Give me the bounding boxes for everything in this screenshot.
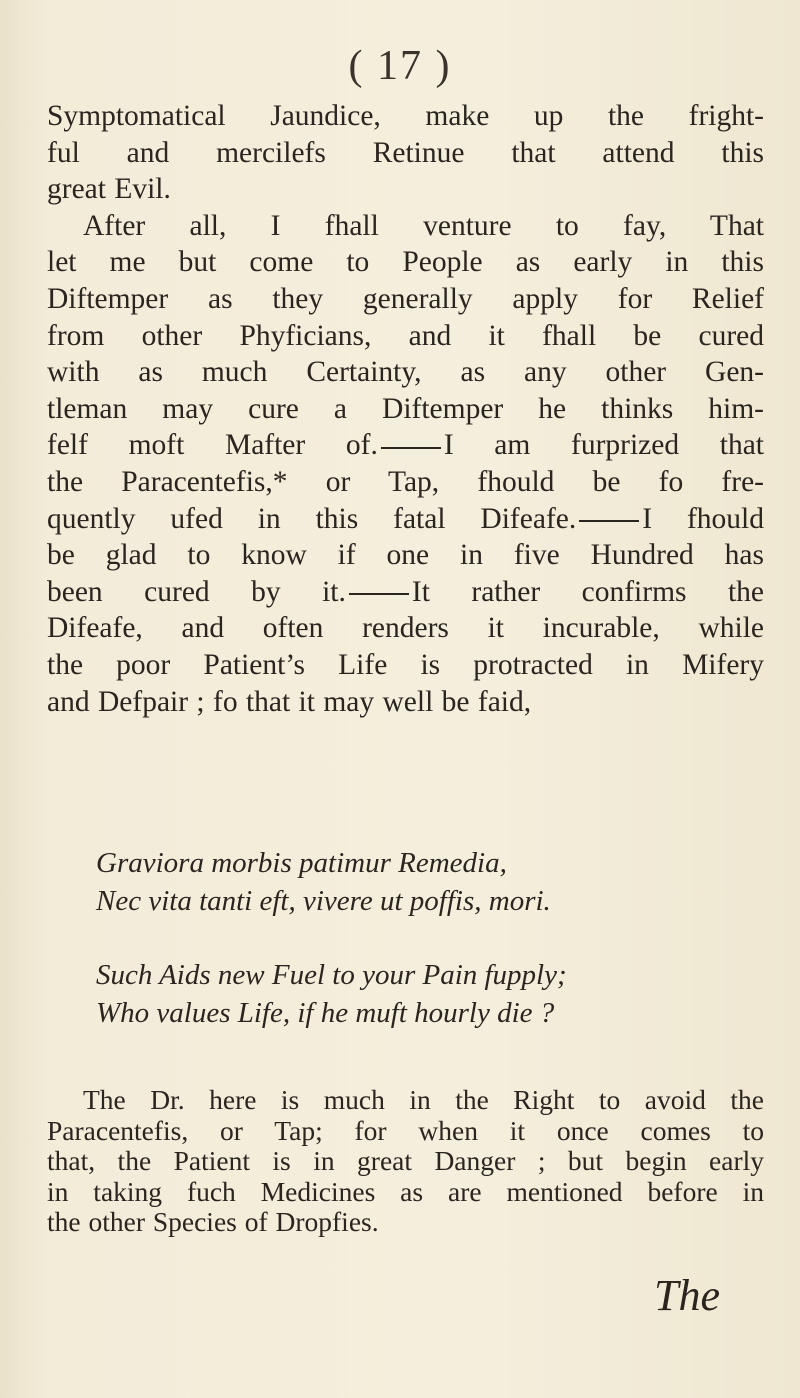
text-line: be glad to know if one in five Hundred has <box>47 539 764 572</box>
verse-line: Such Aids new Fuel to your Pain fupply; <box>96 959 567 991</box>
em-dash <box>349 593 409 595</box>
text-line: and Defpair ; fo that it may well be faid, <box>47 685 532 718</box>
text-line: from other Phyficians, and it fhall be cured <box>47 319 764 352</box>
text-line: Paracentefis, or Tap; for when it once comes to <box>47 1114 764 1146</box>
em-dash <box>579 520 639 522</box>
text-line: tleman may cure a Diftemper he thinks him- <box>47 392 764 425</box>
page-number: ( 17 ) <box>348 43 452 89</box>
text-line: in taking fuch Medicines as are mentioned before in <box>47 1175 764 1207</box>
verse-line: Graviora morbis patimur Remedia, <box>96 847 507 879</box>
verse-line: Who values Life, if he muft hourly die ? <box>96 997 555 1029</box>
text-line: ful and mercilefs Retinue that attend this <box>47 136 764 169</box>
text-line: the poor Patient’s Life is protracted in Mifery <box>47 648 764 681</box>
text-line: After all, I fhall venture to fay, That <box>83 209 764 242</box>
em-dash <box>381 447 441 449</box>
text-segment: I fhould <box>642 502 764 535</box>
text-segment: quently ufed in this fatal Difeafe. <box>47 502 577 535</box>
text-segment: been cured by it. <box>47 575 346 608</box>
main-paragraph <box>47 98 764 720</box>
text-line: with as much Certainty, as any other Gen- <box>47 356 764 389</box>
text-line: the other Species of Dropfies. <box>47 1206 379 1237</box>
text-line: let me but come to People as early in this <box>47 246 764 279</box>
text-line <box>47 574 764 611</box>
text-line <box>47 501 764 538</box>
text-segment: I am furprized that <box>443 429 764 462</box>
latin-verse <box>96 844 776 920</box>
english-verse <box>96 956 776 1032</box>
text-line: that, the Patient is in great Danger ; but begin early <box>47 1145 764 1176</box>
verse-line: Nec vita tanti eft, vivere ut poffis, mori. <box>96 885 551 917</box>
text-line: Symptomatical Jaundice, make up the fright- <box>47 100 764 132</box>
text-segment: It rather confirms the <box>411 575 765 608</box>
text-segment: felf moft Mafter of. <box>47 429 378 462</box>
text-line: Difeafe, and often renders it incurable, while <box>47 612 764 645</box>
text-line: great Evil. <box>47 173 171 206</box>
commentary-paragraph <box>47 1085 764 1238</box>
text-line <box>47 427 764 464</box>
text-line: Diftemper as they generally apply for Relief <box>47 282 764 315</box>
text-line: the Paracentefis,* or Tap, fhould be fo fre- <box>47 465 764 498</box>
text-line: The Dr. here is much in the Right to avoid the <box>83 1084 764 1115</box>
catchword: The <box>654 1271 720 1320</box>
